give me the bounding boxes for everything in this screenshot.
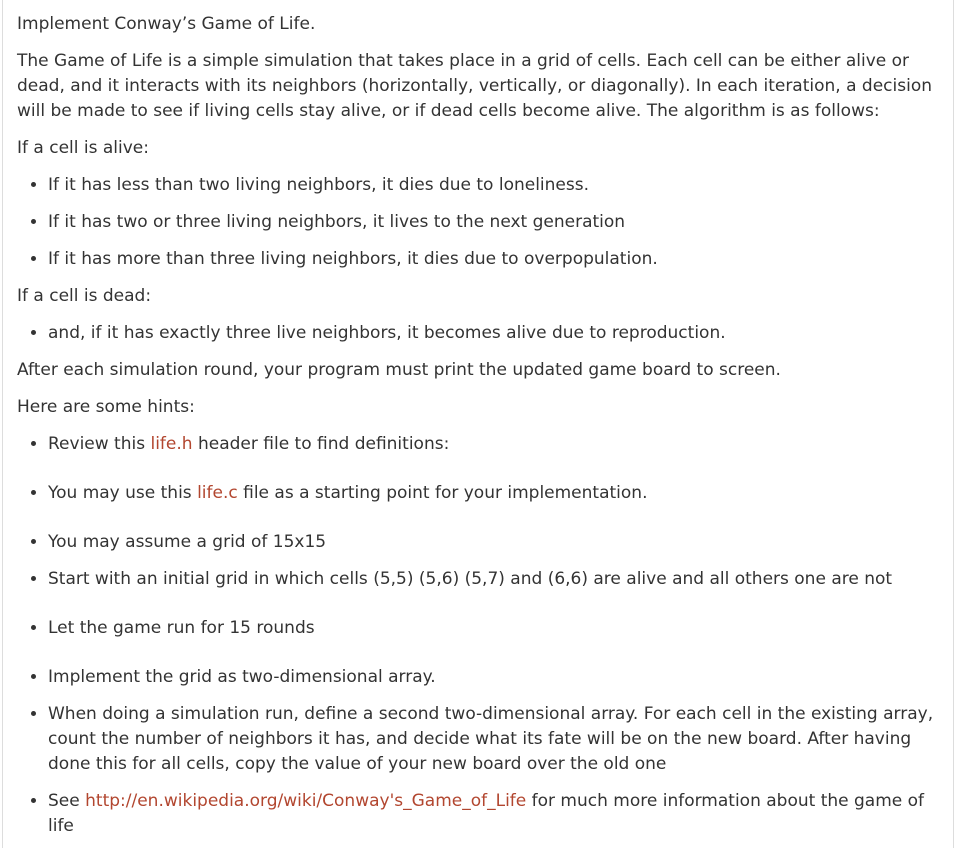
- alive-heading: If a cell is alive:: [17, 138, 149, 158]
- list-item: • Implement the grid as two-dimensional array.: [48, 665, 939, 690]
- hint-text: for much more information about the game of life: [48, 791, 925, 836]
- hint-text: file as a starting point for your implementation.: [237, 483, 648, 503]
- assignment-title: Implement Conway’s Game of Life.: [17, 14, 316, 34]
- after-round-paragraph: After each simulation round, your program must print the updated game board to screen.: [17, 360, 781, 380]
- hints-heading: Here are some hints:: [17, 397, 195, 417]
- life-h-link[interactable]: life.h: [150, 434, 193, 454]
- life-c-link[interactable]: life.c: [197, 483, 238, 503]
- list-item: • If it has two or three living neighbors, it lives to the next generation: [48, 210, 939, 235]
- dead-rules-list: [17, 321, 939, 346]
- list-item: • Let the game run for 15 rounds: [48, 616, 939, 641]
- wikipedia-link[interactable]: http://en.wikipedia.org/wiki/Conway's_Game_of_Life: [85, 791, 527, 811]
- list-item: [48, 789, 939, 839]
- hint-text: You may use this: [48, 483, 198, 503]
- list-item: • If it has more than three living neighbors, it dies due to overpopulation.: [48, 247, 939, 272]
- hint-text: Review this: [48, 434, 151, 454]
- assignment-panel: [2, 0, 954, 848]
- list-item: • and, if it has exactly three live neighbors, it becomes alive due to reproduction.: [48, 321, 939, 346]
- list-item: • You may assume a grid of 15x15: [48, 530, 939, 555]
- list-item: • Start with an initial grid in which cells (5,5) (5,6) (5,7) and (6,6) are alive and all others one are not: [48, 567, 939, 592]
- hint-text: See: [48, 791, 86, 811]
- hints-list: [17, 432, 939, 839]
- list-item: • When doing a simulation run, define a second two-dimensional array. For each cell in the existing array, count the number of neighbors it has, and decide what its fate will be on the new board. After having done this for all cells, copy the value of your new board over the old one: [48, 702, 939, 777]
- list-item: [48, 432, 939, 457]
- dead-heading: If a cell is dead:: [17, 286, 152, 306]
- alive-rules-list: [17, 173, 939, 272]
- hint-text: header file to find definitions:: [192, 434, 450, 454]
- list-item: • If it has less than two living neighbors, it dies due to loneliness.: [48, 173, 939, 198]
- intro-paragraph: The Game of Life is a simple simulation that takes place in a grid of cells. Each cell can be either alive or dead, and it interacts with its neighbors (horizontally, vertically, or diagonally). In each iteration, a decision will be made to see if living cells stay alive, or if dead cells become alive. The algorithm is as follows:: [17, 51, 932, 121]
- list-item: [48, 481, 939, 506]
